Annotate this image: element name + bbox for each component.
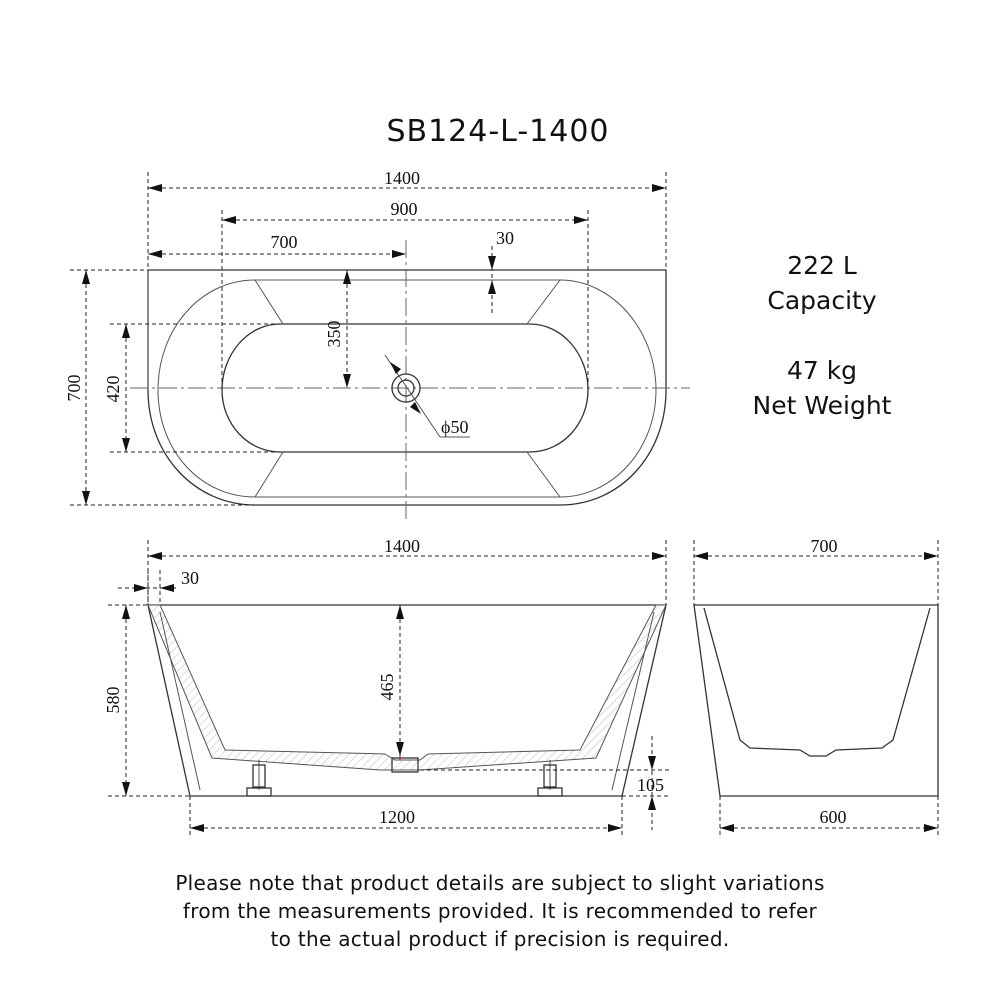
top-overall-length-label: 1400 <box>384 168 420 188</box>
slope-line-tr <box>527 280 560 324</box>
disclaimer-note <box>175 871 824 951</box>
weight-label: Net Weight <box>752 391 892 420</box>
side-view <box>103 536 670 836</box>
top-half-length-label: 700 <box>270 232 298 252</box>
top-overall-width-label: 700 <box>64 374 84 402</box>
slope-line-bl <box>255 452 283 497</box>
capacity-label: Capacity <box>767 286 877 315</box>
drain-arrow-top <box>390 362 401 374</box>
end-base-width-label: 600 <box>819 807 847 827</box>
side-overall-height-label: 580 <box>103 686 123 714</box>
top-inner-length-label: 900 <box>390 199 418 219</box>
end-view-inner-profile <box>704 608 930 756</box>
side-view-wall-section <box>148 605 666 770</box>
model-title: SB124-L-1400 <box>386 114 610 149</box>
drain-arrow-bottom <box>410 402 421 414</box>
slope-line-tl <box>255 280 283 324</box>
note-line-2: from the measurements provided. It is recommended to refer <box>182 899 818 923</box>
side-inner-depth-label: 465 <box>377 673 397 701</box>
side-overall-length-label: 1400 <box>384 536 420 556</box>
drain-diameter-label: ϕ50 <box>441 417 469 437</box>
weight-value: 47 kg <box>786 356 858 385</box>
end-view-outer-outline <box>694 605 938 796</box>
capacity-value: 222 L <box>787 251 857 280</box>
slope-line-br <box>527 452 560 497</box>
note-line-3: to the actual product if precision is required. <box>270 927 730 951</box>
side-base-length-label: 1200 <box>379 807 415 827</box>
top-rim-width-label: 30 <box>496 228 514 248</box>
top-view <box>64 168 690 520</box>
side-rim-thickness-label: 30 <box>181 568 199 588</box>
side-base-height-label: 105 <box>637 775 664 795</box>
top-depth-center-label: 350 <box>324 320 344 348</box>
note-line-1: Please note that product details are subject to slight variations <box>175 871 825 895</box>
end-top-width-label: 700 <box>810 536 838 556</box>
end-view <box>694 536 938 836</box>
specs-block <box>753 251 892 420</box>
top-inner-width-label: 420 <box>103 375 123 403</box>
